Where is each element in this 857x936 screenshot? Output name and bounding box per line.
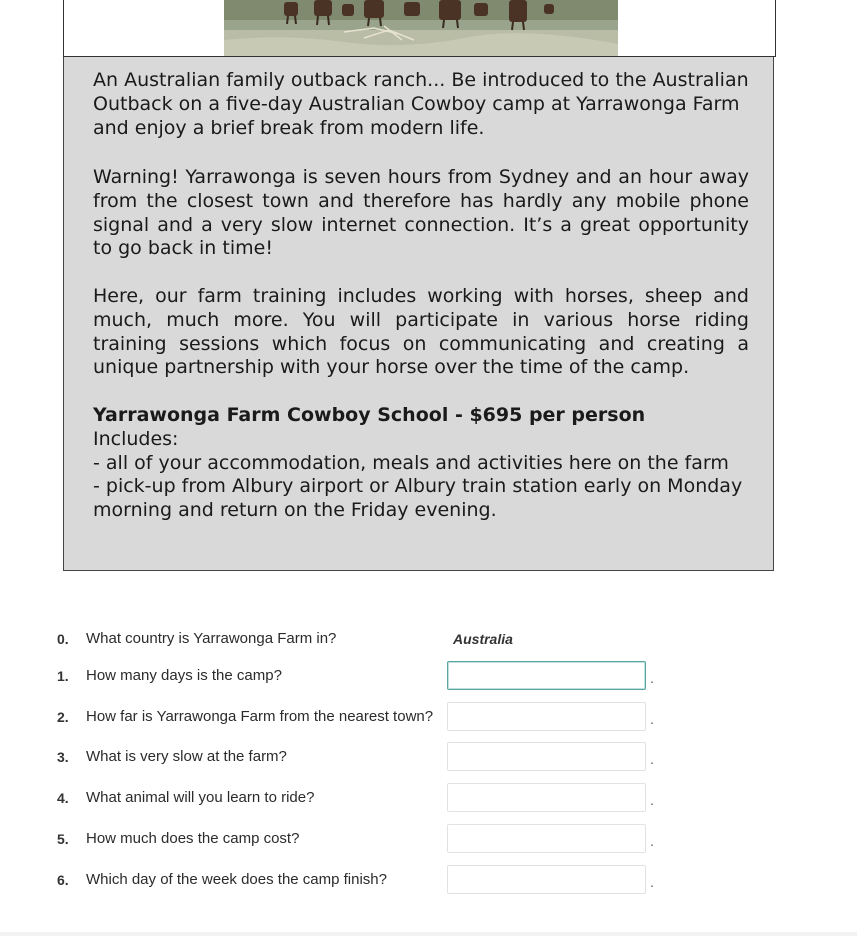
question-number: 4. — [57, 790, 69, 806]
horses-photo-drawing — [224, 0, 618, 56]
warning-paragraph: Warning! Yarrawonga is seven hours from Sydney and an hour away from the closest town and therefore has hardly any mobile phone signal and a very slow internet connection. It’s a great opportunity to go back in time! — [93, 166, 749, 260]
reading-text-panel — [63, 57, 774, 571]
answer-period: . — [650, 751, 654, 767]
includes-item-accommodation: - all of your accommodation, meals and activities here on the farm — [93, 451, 729, 474]
question-text: What is very slow at the farm? — [86, 748, 287, 765]
question-text: How much does the camp cost? — [86, 830, 300, 847]
question-text: What country is Yarrawonga Farm in? — [86, 630, 337, 647]
question-row-1 — [0, 661, 857, 691]
training-paragraph: Here, our farm training includes working with horses, sheep and much, much more. You will participate in various horse riding training sessions which focus on communicating and creating a unique partnership with your horse over the time of the camp. — [93, 285, 749, 379]
question-number: 2. — [57, 709, 69, 725]
answer-input-4[interactable] — [447, 783, 646, 812]
question-text: Which day of the week does the camp finish? — [86, 871, 387, 888]
question-row-6 — [0, 865, 857, 895]
answer-period: . — [650, 711, 654, 727]
page-bottom-divider — [0, 932, 857, 936]
question-number: 0. — [57, 631, 69, 647]
example-answer: Australia — [453, 631, 513, 647]
pricing-title: Yarrawonga Farm Cowboy School - $695 per person — [93, 404, 646, 426]
includes-item-pickup: - pick-up from Albury airport or Albury train station early on Monday morning and return on the Friday evening. — [93, 475, 743, 522]
question-text: How many days is the camp? — [86, 667, 282, 684]
question-row-0 — [0, 624, 857, 654]
question-row-4 — [0, 783, 857, 813]
answer-input-3[interactable] — [447, 742, 646, 771]
horses-photo — [224, 0, 618, 56]
answer-input-1[interactable] — [447, 661, 646, 690]
answer-input-6[interactable] — [447, 865, 646, 894]
question-row-3 — [0, 742, 857, 772]
pricing-section — [93, 404, 749, 523]
answer-input-5[interactable] — [447, 824, 646, 853]
answer-period: . — [650, 833, 654, 849]
question-number: 3. — [57, 749, 69, 765]
question-number: 1. — [57, 668, 69, 684]
answer-period: . — [650, 874, 654, 890]
question-number: 6. — [57, 872, 69, 888]
question-row-2 — [0, 702, 857, 732]
question-number: 5. — [57, 831, 69, 847]
includes-label: Includes: — [93, 427, 179, 450]
answer-input-2[interactable] — [447, 702, 646, 731]
answer-period: . — [650, 792, 654, 808]
question-row-5 — [0, 824, 857, 854]
intro-paragraph: An Australian family outback ranch... Be introduced to the Australian Outback on a five-day Australian Cowboy camp at Yarrawonga Farm and enjoy a brief break from modern life. — [93, 69, 749, 139]
question-text: What animal will you learn to ride? — [86, 789, 315, 806]
answer-period: . — [650, 670, 654, 686]
question-text: How far is Yarrawonga Farm from the nearest town? — [86, 708, 434, 725]
